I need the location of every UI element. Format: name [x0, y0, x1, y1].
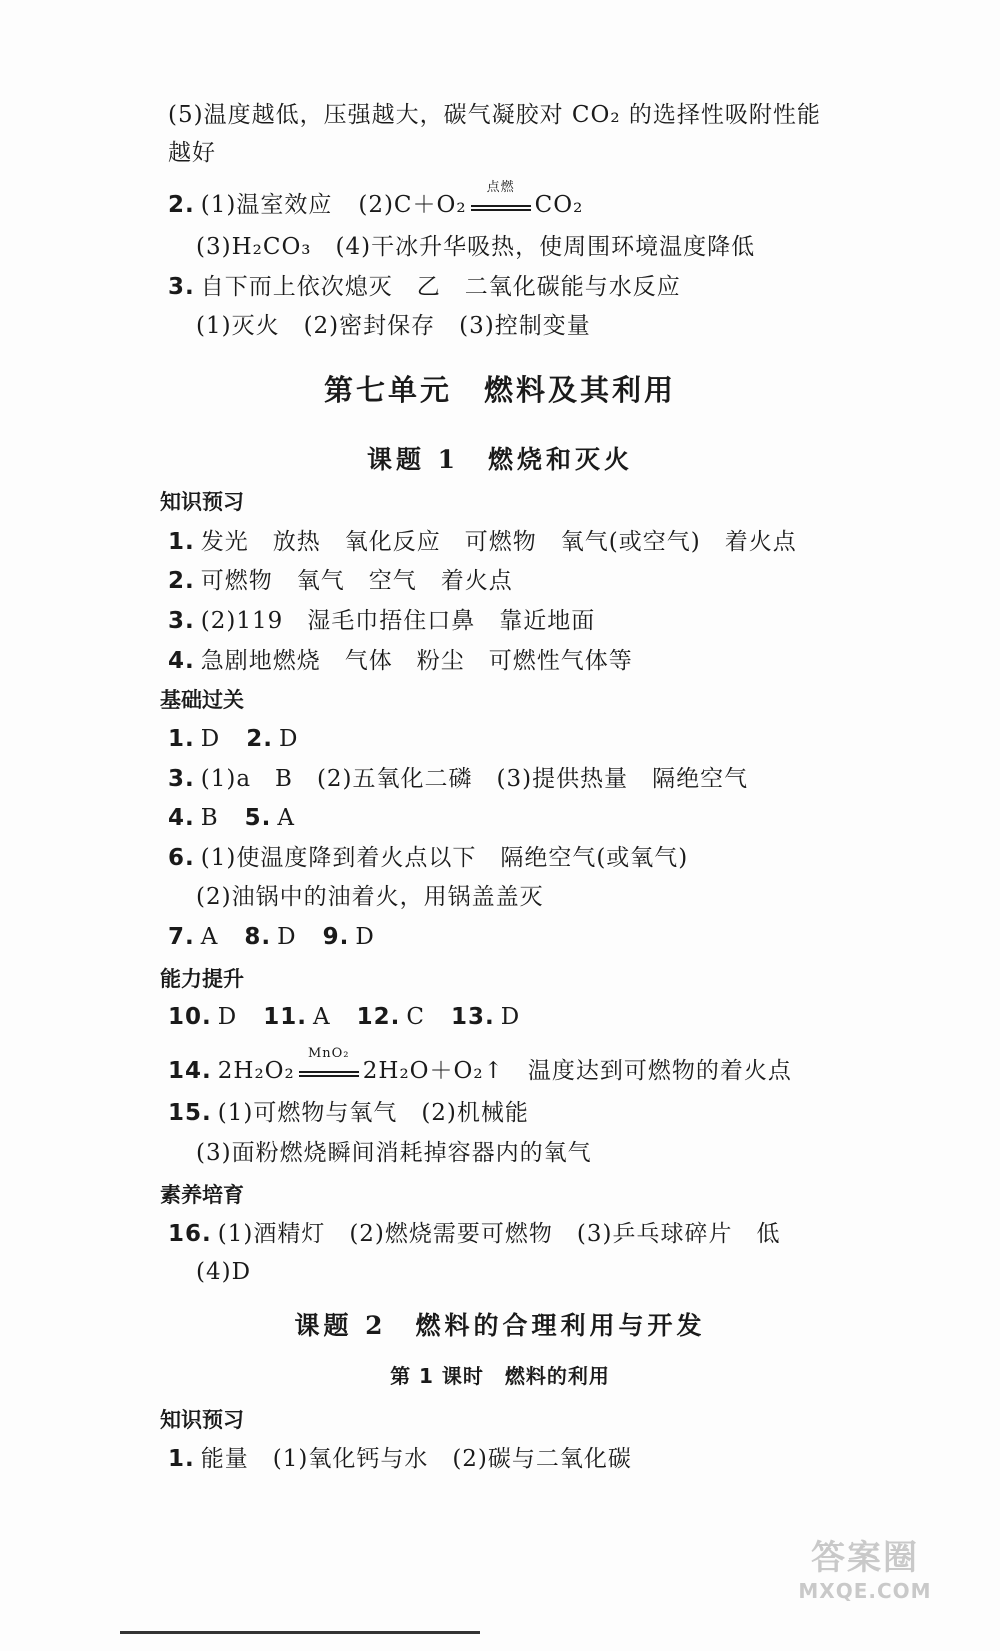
section-heading: 素养培育	[160, 1183, 244, 1207]
section-heading: 知识预习	[160, 1408, 244, 1432]
answer-line	[168, 566, 513, 596]
answer-line	[168, 606, 595, 636]
answer-text: (1)酒精灯 (2)燃烧需要可燃物 (3)乒乓球碎片 低	[217, 1221, 781, 1247]
answer-text: 越好	[168, 140, 216, 166]
question-number: 15.	[168, 1100, 212, 1126]
condition-label: MnO₂	[307, 1046, 350, 1061]
answer-text: D	[278, 726, 299, 752]
answer-text: (1)使温度降到着火点以下 隔绝空气(或氧气)	[200, 845, 689, 871]
condition-label: 点燃	[486, 180, 515, 195]
question-number: 2.	[168, 192, 195, 218]
question-number: 5.	[244, 805, 272, 831]
unit-title: 第七单元 燃料及其利用	[323, 373, 676, 407]
reaction-condition	[469, 180, 533, 217]
answer-text: (5)温度越低，压强越大，碳气凝胶对 CO₂ 的选择性吸附性能	[168, 102, 821, 128]
answer-text: A	[312, 1004, 331, 1030]
answer-line	[196, 311, 591, 341]
answer-text: D	[217, 1004, 238, 1030]
equation-reactants: 2H₂O₂	[217, 1058, 295, 1084]
answer-line	[168, 646, 633, 676]
answer-text: B	[200, 805, 219, 831]
answer-text: D	[500, 1004, 521, 1030]
question-number: 1.	[168, 1446, 195, 1472]
question-number: 9.	[322, 924, 350, 950]
question-number: 8.	[244, 924, 272, 950]
equals-sign	[471, 205, 531, 211]
question-number: 11.	[263, 1004, 307, 1030]
answer-line	[196, 1138, 592, 1168]
question-number: 2.	[168, 568, 195, 594]
answer-line	[196, 882, 544, 912]
answer-text: D	[200, 726, 221, 752]
question-number: 6.	[168, 845, 195, 871]
equation-reactants: (2)C＋O₂	[358, 192, 467, 218]
answer-text: A	[277, 805, 296, 831]
answer-line	[168, 100, 821, 130]
answer-text: 急剧地燃烧 气体 粉尘 可燃性气体等	[200, 648, 633, 674]
watermark	[770, 1530, 960, 1603]
watermark-site: MXQE.COM	[798, 1579, 932, 1603]
answer-text: (4)D	[196, 1259, 252, 1285]
answer-line	[168, 922, 375, 952]
answer-text: (2)油锅中的油着火，用锅盖盖灭	[196, 884, 544, 910]
question-number: 16.	[168, 1221, 212, 1247]
lesson-title: 课题 2 燃料的合理利用与开发	[294, 1311, 706, 1340]
answer-line	[168, 527, 797, 557]
answer-line	[168, 180, 584, 220]
question-number: 4.	[168, 648, 195, 674]
answer-line	[168, 1219, 781, 1249]
watermark-logo: 答案圈	[811, 1538, 919, 1578]
answer-line	[168, 1046, 792, 1086]
lesson-title: 课题 1 燃烧和灭火	[366, 445, 634, 474]
question-number: 3.	[168, 274, 195, 300]
answer-text: 能量 (1)氧化钙与水 (2)碳与二氧化碳	[200, 1446, 632, 1472]
answer-text: D	[277, 924, 297, 950]
section-heading: 能力提升	[160, 967, 244, 991]
period-title: 第 1 课时 燃料的利用	[390, 1364, 610, 1388]
question-number: 4.	[168, 805, 195, 831]
section-heading: 知识预习	[160, 490, 244, 514]
question-number: 3.	[168, 608, 195, 634]
question-number: 7.	[168, 924, 195, 950]
answer-line	[196, 232, 755, 262]
answer-line	[168, 803, 295, 833]
answer-text: 自下而上依次熄灭 乙 二氧化碳能与水反应	[200, 274, 681, 300]
answer-line	[168, 724, 298, 754]
answer-text: 2H₂O＋O₂↑ 温度达到可燃物的着火点	[362, 1058, 792, 1084]
answer-text: (3)H₂CO₃ (4)干冰升华吸热，使周围环境温度降低	[196, 234, 756, 260]
answer-line	[168, 272, 681, 302]
answer-text: C	[406, 1004, 425, 1030]
answer-line	[168, 1002, 520, 1032]
equals-sign	[299, 1071, 359, 1077]
question-number: 13.	[450, 1004, 495, 1030]
answer-line	[168, 1444, 632, 1474]
question-number: 12.	[356, 1004, 401, 1030]
answer-text: (1)可燃物与氧气 (2)机械能	[217, 1100, 529, 1126]
answer-text: (1)a B (2)五氧化二磷 (3)提供热量 隔绝空气	[200, 766, 749, 792]
answer-text: (3)面粉燃烧瞬间消耗掉容器内的氧气	[196, 1140, 592, 1166]
question-number: 1.	[168, 726, 195, 752]
question-number: 10.	[168, 1004, 212, 1030]
answer-text: 可燃物 氧气 空气 着火点	[200, 568, 513, 594]
answer-text: D	[355, 924, 375, 950]
answer-text: (2)119 湿毛巾捂住口鼻 靠近地面	[200, 608, 596, 634]
answer-line	[168, 1098, 529, 1128]
question-number: 14.	[168, 1058, 212, 1084]
answer-text: (1)灭火 (2)密封保存 (3)控制变量	[196, 313, 591, 339]
answer-line	[196, 1257, 251, 1287]
question-number: 2.	[246, 726, 273, 752]
question-number: 3.	[168, 766, 195, 792]
answer-text: A	[200, 924, 219, 950]
question-number: 1.	[168, 529, 195, 555]
section-heading: 基础过关	[160, 688, 244, 712]
answer-line	[168, 764, 748, 794]
answer-text: 发光 放热 氧化反应 可燃物 氧气(或空气) 着火点	[200, 529, 797, 555]
answer-text: (1)温室效应	[200, 192, 333, 218]
answer-line	[168, 138, 216, 168]
reaction-condition	[297, 1046, 361, 1083]
equation-products: CO₂	[534, 192, 584, 218]
footer-rule	[120, 1631, 480, 1634]
answer-line	[168, 843, 688, 873]
